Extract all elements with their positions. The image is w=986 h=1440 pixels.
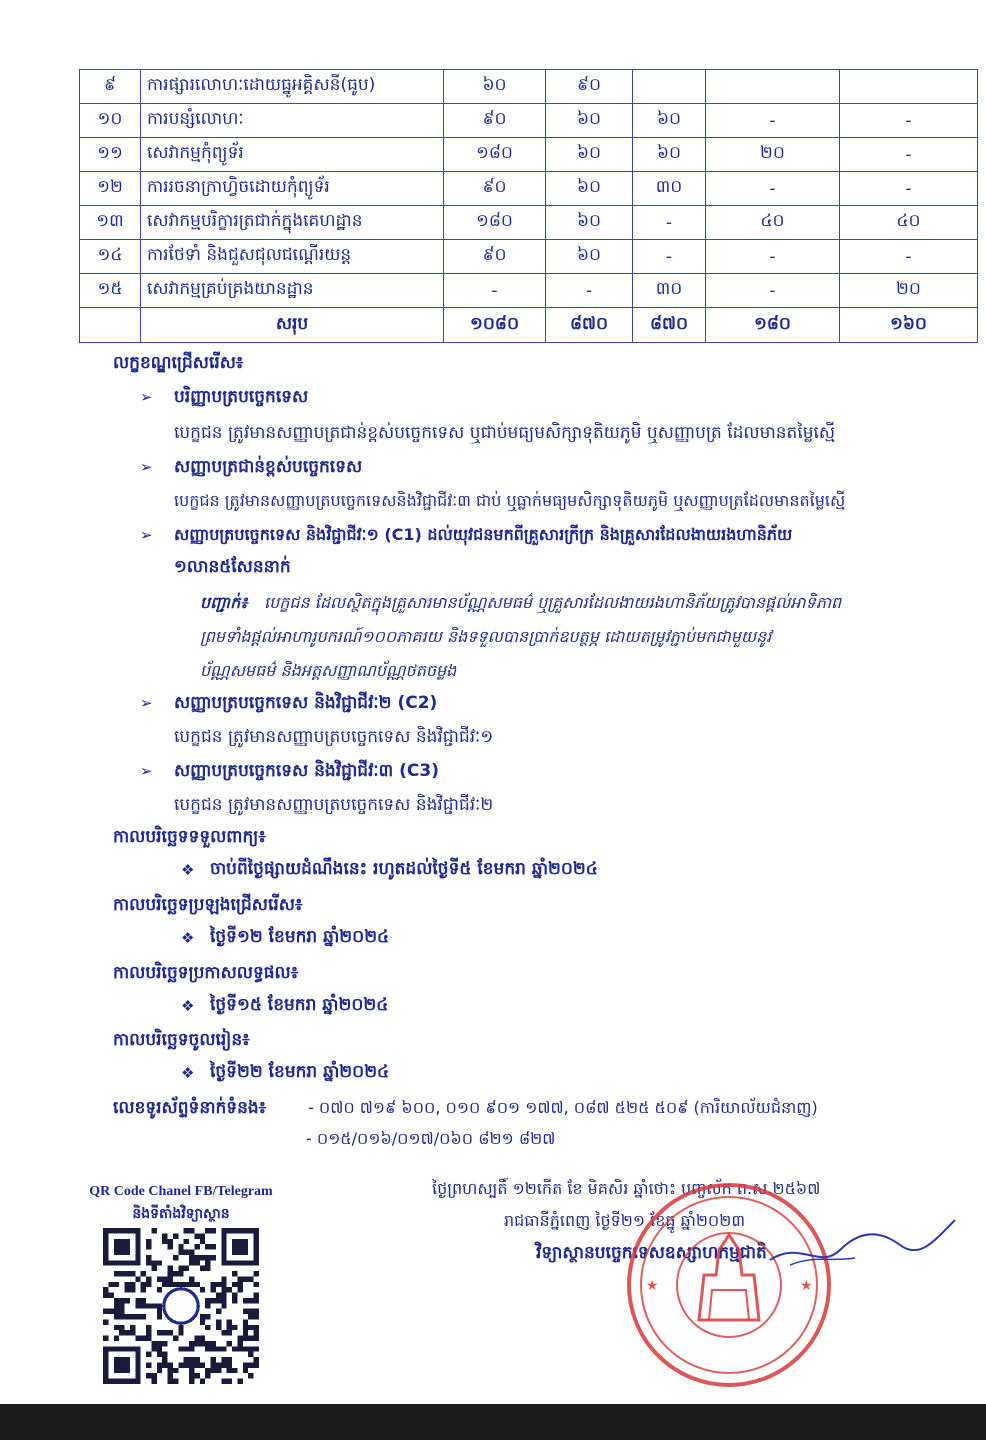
table-row bbox=[80, 172, 978, 206]
value-cell bbox=[706, 70, 840, 104]
value-cell: ១៨០ bbox=[444, 138, 546, 172]
schedule-value-result: ថ្ងៃទី១៥ ខែមករា ឆ្នាំ២០២៤ bbox=[210, 995, 389, 1015]
lunar-date: ថ្ងៃព្រហស្បតិ៍ ១២កើត ខែ មិគសិរ ឆ្នាំថោះ បញ្ចស័ក ព.ស.២៥៦៧ bbox=[432, 1179, 821, 1198]
schedule-heading-apply: កាលបរិច្ឆេទទទួលពាក្យ៖ bbox=[113, 827, 266, 847]
course-name-cell: សេវាកម្មគ្រប់គ្រងយានដ្ឋាន bbox=[141, 274, 444, 308]
value-cell: ៦០ bbox=[546, 172, 633, 206]
qr-code-image[interactable] bbox=[103, 1228, 259, 1384]
course-name-cell: ការបន្សំលោហៈ bbox=[141, 104, 444, 138]
note-line-1: បេក្ខជន ដែលស្ថិតក្នុងគ្រួសារមានប័ណ្ណសមធម៌ ឬគ្រួសារដែលងាយរងហានិភ័យត្រូវបានផ្តល់អាទិភាព bbox=[264, 593, 842, 612]
table-row bbox=[80, 104, 978, 138]
criteria-title-1: បរិញ្ញាបត្របច្ចេកទេស bbox=[174, 387, 309, 407]
row-number-cell: ១៣ bbox=[80, 206, 141, 240]
total-v3: ៨៧០ bbox=[633, 308, 706, 343]
value-cell: ៤០ bbox=[706, 206, 840, 240]
schedule-value-study: ថ្ងៃទី២២ ខែមករា ឆ្នាំ២០២៤ bbox=[210, 1062, 390, 1082]
quota-table bbox=[79, 69, 978, 343]
schedule-heading-study: កាលបរិច្ឆេទចូលរៀន៖ bbox=[113, 1030, 250, 1050]
value-cell: ៦០ bbox=[633, 138, 706, 172]
svg-text:★: ★ bbox=[646, 1278, 659, 1294]
diamond-bullet-icon: ❖ bbox=[181, 1064, 195, 1082]
handwritten-signature bbox=[760, 1200, 960, 1290]
criteria-desc-4: បេក្ខជន ត្រូវមានសញ្ញាបត្របច្ចេកទេស និងវិជ្ជាជីវៈ១ bbox=[174, 727, 494, 747]
value-cell: ៦០ bbox=[546, 206, 633, 240]
institute-name: វិទ្យាស្ថានបច្ចេកទេសឧស្សាហកម្មជាតិ bbox=[536, 1243, 767, 1263]
value-cell: ៩០ bbox=[444, 104, 546, 138]
course-name-cell: សេវាកម្មកុំព្យូទ័រ bbox=[141, 138, 444, 172]
value-cell: - bbox=[633, 206, 706, 240]
value-cell: ៩០ bbox=[444, 172, 546, 206]
arrow-icon: ➢ bbox=[140, 762, 153, 780]
value-cell: ២០ bbox=[840, 274, 978, 308]
criteria-title-3b: ១លាន៥សែននាក់ bbox=[174, 557, 291, 577]
criteria-title-3: សញ្ញាបត្របច្ចេកទេស និងវិជ្ជាជីវៈ១ (C1) ដល់យុវជនមកពីគ្រួសារក្រីក្រ និងគ្រួសារដែលងាយរងហានិភ័យ bbox=[174, 525, 793, 544]
diamond-bullet-icon: ❖ bbox=[181, 861, 195, 879]
bottom-dark-band bbox=[0, 1404, 986, 1440]
value-cell: ៣០ bbox=[633, 274, 706, 308]
note-line-3: ប័ណ្ណសមធម៌ និងអត្តសញ្ញាណប័ណ្ណថតចម្លង bbox=[200, 661, 457, 680]
value-cell: ២០ bbox=[706, 138, 840, 172]
arrow-icon: ➢ bbox=[140, 694, 153, 712]
table-row bbox=[80, 206, 978, 240]
total-label: សរុប bbox=[141, 308, 444, 343]
table-total-row bbox=[80, 308, 978, 343]
value-cell: ៤០ bbox=[840, 206, 978, 240]
course-name-cell: ការផ្សារលោហៈដោយធ្នូអគ្គិសនី(ធូប) bbox=[141, 70, 444, 104]
row-number-cell: ១៥ bbox=[80, 274, 141, 308]
total-v4: ១៨០ bbox=[706, 308, 840, 343]
criteria-title-4: សញ្ញាបត្របច្ចេកទេស និងវិជ្ជាជីវៈ២ (C2) bbox=[174, 693, 438, 713]
note-line-2: ព្រមទាំងផ្តល់អាហារូបករណ៍១០០ភាគរយ និងទទួលបានប្រាក់ឧបត្ថម្ភ ដោយតម្រូវភ្ជាប់មកជាមួយនូវ bbox=[200, 627, 772, 646]
value-cell: ៩០ bbox=[444, 240, 546, 274]
criteria-heading: លក្ខខណ្ឌជ្រើសរើស៖ bbox=[113, 353, 244, 373]
schedule-heading-result: កាលបរិច្ឆេទប្រកាសលទ្ធផល៖ bbox=[113, 963, 299, 983]
value-cell: - bbox=[633, 240, 706, 274]
arrow-icon: ➢ bbox=[140, 526, 153, 544]
value-cell: - bbox=[706, 240, 840, 274]
contact-line-2: - ០១៥/០១៦/០១៧/០៦០ ៨២១ ៨២៧ bbox=[306, 1129, 556, 1148]
qr-title: QR Code Chanel FB/Telegram bbox=[89, 1184, 273, 1199]
diamond-bullet-icon: ❖ bbox=[181, 997, 195, 1015]
total-v2: ៨៧០ bbox=[546, 308, 633, 343]
course-name-cell: ការរចនាក្រាហ្វិចដោយកុំព្យូទ័រ bbox=[141, 172, 444, 206]
value-cell: ៣០ bbox=[633, 172, 706, 206]
schedule-value-exam: ថ្ងៃទី១២ ខែមករា ឆ្នាំ២០២៤ bbox=[210, 927, 390, 947]
value-cell: ៩០ bbox=[546, 70, 633, 104]
schedule-value-apply: ចាប់ពីថ្ងៃផ្សាយដំណឹងនេះ រហូតដល់ថ្ងៃទី៥ ខែមករា ឆ្នាំ២០២៤ bbox=[210, 859, 598, 879]
criteria-desc-2: បេក្ខជន ត្រូវមានសញ្ញាបត្របច្ចេកទេសនិងវិជ្ជាជីវៈ៣ ជាប់ ឬធ្លាក់មធ្យមសិក្សាទុតិយភូមិ ឬសញ្ញាបត្រដែលមានតម្លៃស្មើ bbox=[174, 491, 846, 510]
row-number-cell: ១៤ bbox=[80, 240, 141, 274]
table-row bbox=[80, 240, 978, 274]
total-v1: ១០៨០ bbox=[444, 308, 546, 343]
diamond-bullet-icon: ❖ bbox=[181, 929, 195, 947]
course-name-cell: ការថែទាំ និងជួសជុលជណ្តើរយន្ត bbox=[141, 240, 444, 274]
arrow-icon: ➢ bbox=[140, 388, 153, 406]
svg-text:★: ★ bbox=[800, 1278, 813, 1294]
criteria-title-2: សញ្ញាបត្រជាន់ខ្ពស់បច្ចេកទេស bbox=[174, 457, 363, 477]
value-cell: ៦០ bbox=[546, 240, 633, 274]
table-row bbox=[80, 138, 978, 172]
value-cell: - bbox=[706, 104, 840, 138]
value-cell: - bbox=[840, 172, 978, 206]
row-number-cell: ៩ bbox=[80, 70, 141, 104]
table-row bbox=[80, 274, 978, 308]
criteria-desc-1: បេក្ខជន ត្រូវមានសញ្ញាបត្រជាន់ខ្ពស់បច្ចេកទេស ឬជាប់មធ្យមសិក្សាទុតិយភូមិ ឬសញ្ញាបត្រ ដែលមានតម្លៃស្មើ bbox=[174, 423, 836, 443]
value-cell: ១៨០ bbox=[444, 206, 546, 240]
value-cell: - bbox=[840, 104, 978, 138]
row-number-cell: ១២ bbox=[80, 172, 141, 206]
value-cell: ៦០ bbox=[444, 70, 546, 104]
value-cell: - bbox=[840, 138, 978, 172]
contact-label: លេខទូរស័ព្ទទំនាក់ទំនង៖ bbox=[113, 1098, 267, 1118]
total-no-cell bbox=[80, 308, 141, 343]
value-cell: - bbox=[706, 274, 840, 308]
value-cell bbox=[840, 70, 978, 104]
course-name-cell: សេវាកម្មបរិក្ខារត្រជាក់ក្នុងគេហដ្ឋាន bbox=[141, 206, 444, 240]
qr-subtitle: និងទីតាំងវិទ្យាស្ថាន bbox=[132, 1206, 230, 1222]
criteria-desc-5: បេក្ខជន ត្រូវមានសញ្ញាបត្របច្ចេកទេស និងវិជ្ជាជីវៈ២ bbox=[174, 795, 494, 815]
row-number-cell: ១១ bbox=[80, 138, 141, 172]
row-number-cell: ១០ bbox=[80, 104, 141, 138]
note-label: បញ្ជាក់៖ bbox=[200, 593, 248, 612]
criteria-title-5: សញ្ញាបត្របច្ចេកទេស និងវិជ្ជាជីវៈ៣ (C3) bbox=[174, 761, 439, 781]
value-cell bbox=[633, 70, 706, 104]
value-cell: ៦០ bbox=[633, 104, 706, 138]
value-cell: - bbox=[706, 172, 840, 206]
contact-line-1: - ០៧០ ៧១៩ ៦០០, ០១០ ៩០១ ១៧៧, ០៨៧ ៥២៥ ៥០៩ (ការិយាល័យជំនាញ) bbox=[308, 1098, 818, 1117]
total-v5: ១៦០ bbox=[840, 308, 978, 343]
value-cell: ៦០ bbox=[546, 138, 633, 172]
value-cell: ៦០ bbox=[546, 104, 633, 138]
value-cell: - bbox=[840, 240, 978, 274]
table-row bbox=[80, 70, 978, 104]
schedule-heading-exam: កាលបរិច្ឆេទប្រឡងជ្រើសរើស៖ bbox=[113, 895, 303, 915]
arrow-icon: ➢ bbox=[140, 458, 153, 476]
value-cell: - bbox=[444, 274, 546, 308]
gregorian-date: រាជធានីភ្នំពេញ ថ្ងៃទី២១ ខែធ្នូ ឆ្នាំ២០២៣ bbox=[504, 1211, 746, 1230]
value-cell: - bbox=[546, 274, 633, 308]
